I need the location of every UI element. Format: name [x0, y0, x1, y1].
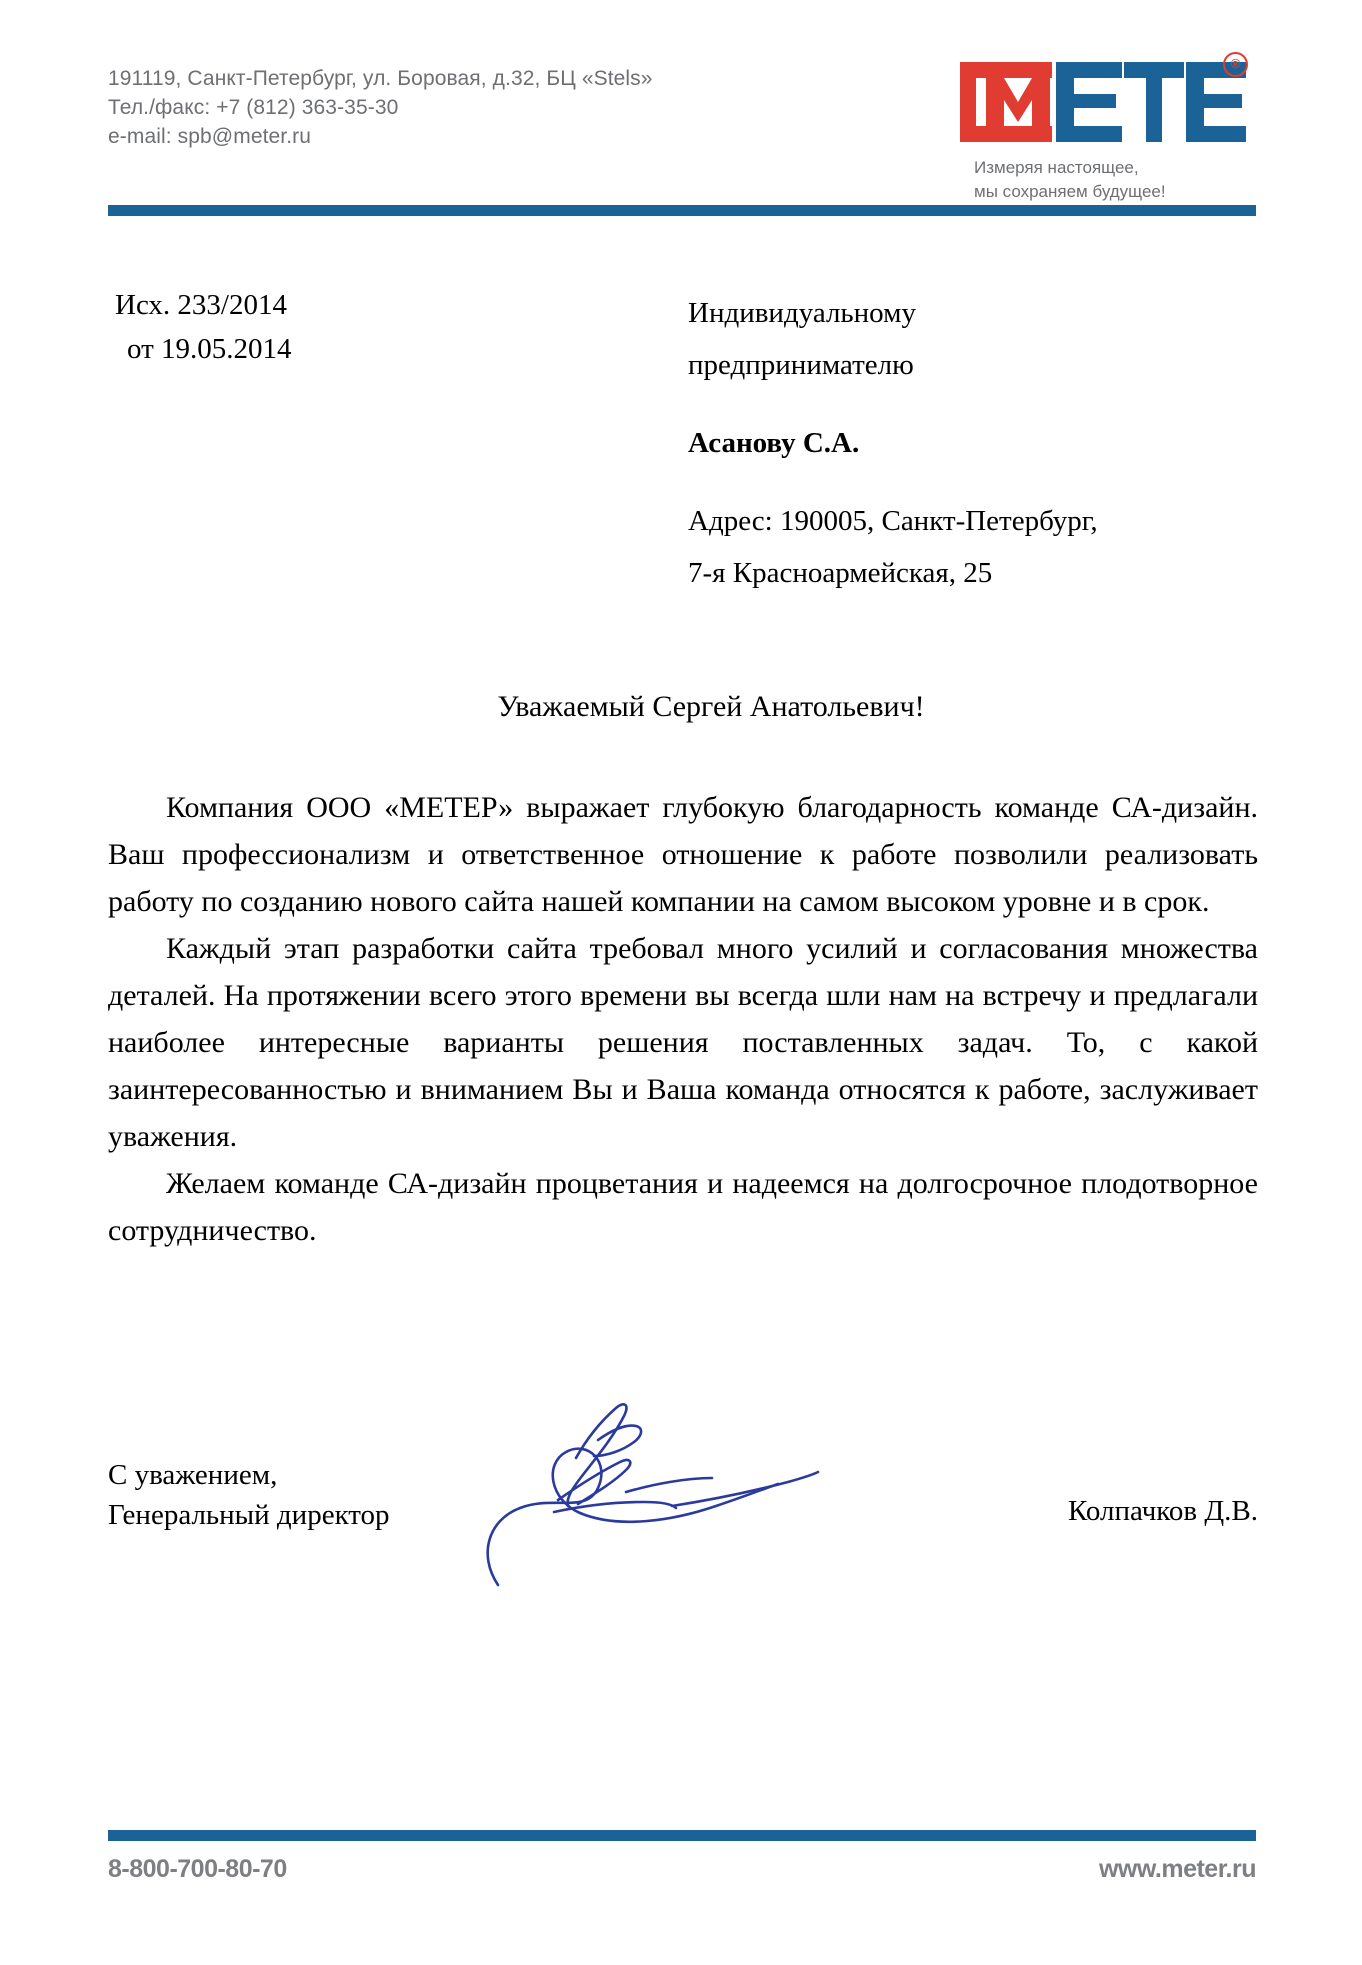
addressee-name: Асанову С.А.	[688, 427, 860, 459]
addressee-role	[688, 287, 1228, 391]
footer-divider-rule	[108, 1830, 1256, 1841]
handwritten-signature-icon	[458, 1380, 888, 1600]
meter-wordmark-icon	[956, 56, 1246, 148]
logo-tagline	[974, 156, 1166, 204]
signature-title: Генеральный директор	[108, 1499, 390, 1531]
company-email: e-mail: spb@meter.ru	[108, 125, 312, 148]
addressee-role-line-1: Индивидуальному	[688, 297, 916, 329]
letter-date: от 19.05.2014	[127, 333, 292, 365]
signer-name: Колпачков Д.В.	[1068, 1495, 1258, 1527]
logo-mark	[956, 56, 1246, 148]
signature-closing: С уважением,	[108, 1459, 278, 1491]
addressee-address-line-2: 7-я Красноармейская, 25	[688, 557, 993, 589]
addressee-address-line-1: Адрес: 190005, Санкт-Петербург,	[688, 505, 1098, 537]
letter-body	[108, 784, 1258, 1254]
body-paragraph-1: Компания ООО «МЕТЕР» выражает глубокую благодарность команде СА-дизайн. Ваш профессионализм и ответственное отношение к работе позволили реализовать работу по созданию нового сайта нашей компании на самом высоком уровне и в срок.	[108, 791, 1258, 918]
salutation: Уважаемый Сергей Анатольевич!	[497, 690, 925, 723]
company-logo	[956, 56, 1266, 201]
body-paragraph-3: Желаем команде СА-дизайн процветания и надеемся на долгосрочное плодотворное сотрудничество.	[108, 1167, 1258, 1247]
signature-block	[108, 1455, 1258, 1585]
tagline-line-2: мы сохраняем будущее!	[974, 182, 1166, 201]
header-divider-rule	[108, 205, 1256, 216]
signature-title-block	[108, 1455, 390, 1535]
reference-block	[115, 283, 292, 371]
addressee-address	[688, 495, 1228, 599]
footer-website: www.meter.ru	[1098, 1855, 1256, 1883]
footer-phone: 8-800-700-80-70	[108, 1855, 287, 1883]
addressee-block	[688, 287, 1228, 599]
company-contact-block	[108, 64, 653, 151]
footer	[108, 1855, 1256, 1895]
tagline-line-1: Измеряя настоящее,	[974, 158, 1139, 177]
addressee-role-line-2: предпринимателю	[688, 349, 914, 381]
company-phone: Тел./факс: +7 (812) 363-35-30	[108, 96, 399, 119]
company-address: 191119, Санкт-Петербург, ул. Боровая, д.32, БЦ «Stels»	[108, 67, 653, 90]
body-paragraph-2: Каждый этап разработки сайта требовал много усилий и согласования множества деталей. На протяжении всего этого времени вы всегда шли нам на встречу и предлагали наиболее интересные варианты решения поставленных задач. То, с какой заинтересованностью и вниманием Вы и Ваша команда относятся к работе, заслуживает уважения.	[108, 932, 1258, 1153]
registered-trademark-icon: ®	[1223, 52, 1248, 77]
letterhead	[108, 56, 1266, 201]
outgoing-number: Исх. 233/2014	[115, 289, 287, 321]
